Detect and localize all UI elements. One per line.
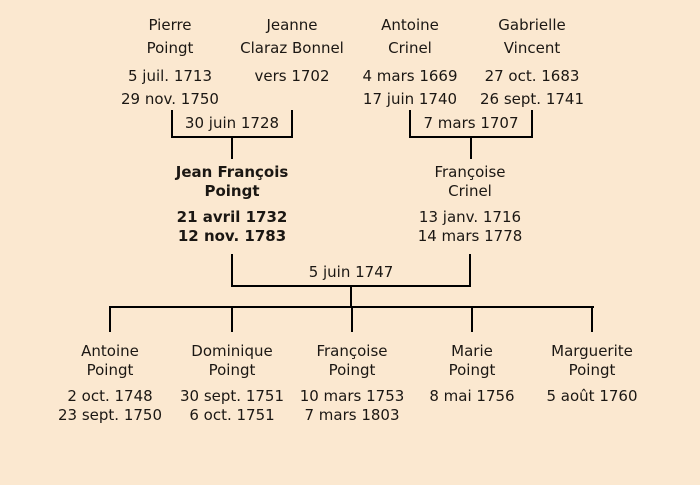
- connector-to-jean-francois: [231, 136, 233, 159]
- person-antoine-poingt: [45, 342, 175, 425]
- person-first-name: Marguerite: [551, 342, 633, 360]
- birth-date: 10 mars 1753: [299, 387, 405, 405]
- person-jean-francois-poingt: [147, 163, 317, 246]
- marriage-date-label: 7 mars 1707: [423, 114, 519, 132]
- death-date: 26 sept. 1741: [479, 90, 584, 108]
- person-first-name: Jean François: [175, 163, 289, 181]
- death-date: 6 oct. 1751: [189, 406, 275, 424]
- birth-date: 5 juil. 1713: [127, 67, 213, 85]
- person-dates: [45, 387, 175, 425]
- birth-date: 30 sept. 1751: [179, 387, 284, 405]
- person-first-name: Françoise: [434, 163, 506, 181]
- connector-child-marie: [471, 306, 473, 332]
- person-last-name: Crinel: [388, 39, 432, 57]
- person-dates: [287, 387, 417, 425]
- person-first-name: Dominique: [191, 342, 273, 360]
- death-date: 12 nov. 1783: [177, 227, 287, 245]
- connector-child-marguerite: [591, 306, 593, 332]
- birth-date: 8 mai 1756: [429, 387, 515, 405]
- person-dates: [407, 387, 537, 406]
- person-francoise-poingt: [287, 342, 417, 425]
- person-dates: [527, 387, 657, 406]
- birth-date: vers 1702: [254, 67, 330, 85]
- person-last-name: Vincent: [503, 39, 561, 57]
- connector-child-francoise: [351, 306, 353, 332]
- person-last-name: Poingt: [86, 361, 134, 379]
- person-dominique-poingt: [167, 342, 297, 425]
- person-dates: [385, 208, 555, 246]
- birth-date: 4 mars 1669: [362, 67, 458, 85]
- person-marie-poingt: [407, 342, 537, 406]
- connector-jean-francois-down: [231, 254, 233, 285]
- connector-child-antoine: [109, 306, 111, 332]
- person-marguerite-poingt: [527, 342, 657, 406]
- person-gabrielle-vincent: [457, 14, 607, 111]
- marriage-date-label: 30 juin 1728: [184, 114, 280, 132]
- person-last-name: Claraz Bonnel: [240, 39, 344, 57]
- person-first-name: Françoise: [316, 342, 388, 360]
- person-first-name: Gabrielle: [498, 16, 566, 34]
- birth-date: 5 août 1760: [546, 387, 638, 405]
- death-date: 7 mars 1803: [304, 406, 400, 424]
- connector-francoise-down: [469, 254, 471, 285]
- person-last-name: Poingt: [568, 361, 616, 379]
- birth-date: 2 oct. 1748: [67, 387, 153, 405]
- connector-to-francoise-crinel: [470, 136, 472, 159]
- birth-date: 13 janv. 1716: [418, 208, 522, 226]
- person-first-name: Antoine: [81, 342, 139, 360]
- person-dates: [147, 208, 317, 246]
- person-first-name: Jeanne: [266, 16, 318, 34]
- birth-date: 27 oct. 1683: [484, 67, 580, 85]
- person-last-name: Poingt: [328, 361, 376, 379]
- marriage-date-label: 5 juin 1747: [308, 263, 394, 281]
- person-first-name: Pierre: [148, 16, 192, 34]
- person-dates: [457, 65, 607, 111]
- person-francoise-crinel: [385, 163, 555, 246]
- person-last-name: Crinel: [448, 182, 492, 200]
- death-date: 14 mars 1778: [417, 227, 523, 245]
- death-date: 17 juin 1740: [362, 90, 458, 108]
- connector-child-dominique: [231, 306, 233, 332]
- person-last-name: Poingt: [146, 39, 194, 57]
- birth-date: 21 avril 1732: [176, 208, 288, 226]
- death-date: 29 nov. 1750: [121, 90, 219, 108]
- person-last-name: Poingt: [448, 361, 496, 379]
- person-first-name: Marie: [451, 342, 493, 360]
- person-last-name: Poingt: [208, 361, 256, 379]
- person-first-name: Antoine: [381, 16, 439, 34]
- person-dates: [167, 387, 297, 425]
- person-last-name: Poingt: [204, 182, 260, 200]
- connector-to-children: [350, 285, 352, 307]
- death-date: 23 sept. 1750: [57, 406, 162, 424]
